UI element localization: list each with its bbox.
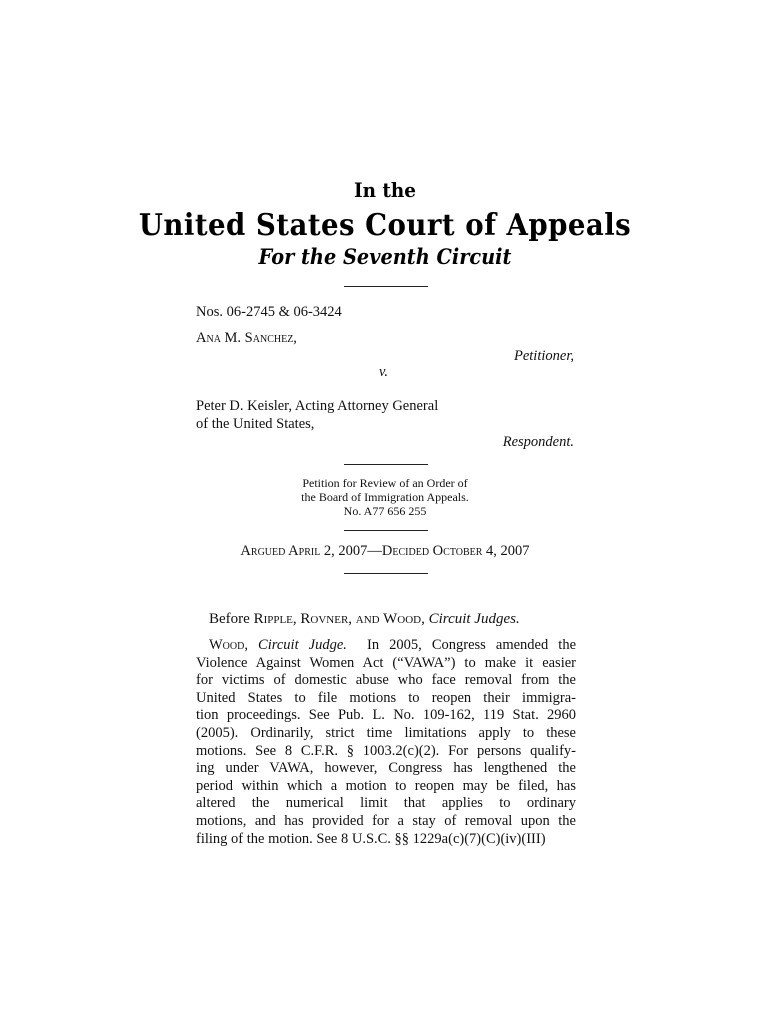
panel-title: Circuit Judges. xyxy=(428,611,520,627)
opinion-line: motions. See 8 C.F.R. § 1003.2(c)(2). For persons qualify- xyxy=(196,742,576,759)
heading-in-the: In the xyxy=(354,178,416,202)
opinion-author-title: Circuit Judge. xyxy=(258,637,347,653)
case-numbers: Nos. 06-2745 & 06-3424 xyxy=(196,304,342,320)
respondent-name: Peter D. Keisler, Acting Attorney General xyxy=(196,398,439,414)
opinion-line: tion proceedings. See Pub. L. No. 109-162, 119 Stat. 2960 xyxy=(196,707,576,724)
opinion-line: filing of the motion. See 8 U.S.C. §§ 1229a(c)(7)(C)(iv)(III) xyxy=(196,830,546,847)
petitioner-name: Ana M. Sanchez, xyxy=(196,330,297,346)
divider-rule xyxy=(344,573,428,574)
opinion-line: ing under VAWA, however, Congress has lengthened the xyxy=(196,760,576,777)
opinion-line: period within which a motion to reopen may be filed, has xyxy=(196,777,576,794)
opinion-line: Violence Against Women Act (“VAWA”) to make it easier xyxy=(196,654,576,671)
opinion-line: United States to file motions to reopen their immigra- xyxy=(196,689,576,706)
respondent-role: Respondent. xyxy=(502,434,574,450)
court-name-heading: United States Court of Appeals xyxy=(138,208,632,243)
petition-line-1: Petition for Review of an Order of xyxy=(302,476,468,490)
opinion-paragraph xyxy=(196,637,576,848)
panel-judges: Ripple, Rovner, and Wood, xyxy=(253,611,425,627)
petitioner-role: Petitioner, xyxy=(513,348,574,364)
panel-line xyxy=(209,611,520,628)
petition-agency-number: No. A77 656 255 xyxy=(343,504,427,518)
opinion-line: altered the numerical limit that applies to ordinary xyxy=(196,795,576,812)
divider-rule xyxy=(344,464,428,465)
respondent-name-continued: of the United States, xyxy=(196,416,315,432)
versus-label: v. xyxy=(379,364,388,380)
circuit-heading: For the Seventh Circuit xyxy=(258,244,512,269)
petition-line-2: the Board of Immigration Appeals. xyxy=(301,490,469,504)
argued-decided-dates: Argued April 2, 2007—Decided October 4, 2007 xyxy=(240,543,530,559)
panel-before: Before xyxy=(209,611,254,627)
opinion-line: for victims of domestic abuse who face removal from the xyxy=(196,672,576,689)
opinion-line: Wood, Circuit Judge. In 2005, Congress amended the xyxy=(209,637,576,653)
opinion-line: motions, and has provided for a stay of removal upon the xyxy=(196,812,576,829)
divider-rule xyxy=(344,530,428,531)
divider-rule xyxy=(344,286,428,287)
opinion-line: (2005). Ordinarily, strict time limitations apply to these xyxy=(196,724,576,741)
